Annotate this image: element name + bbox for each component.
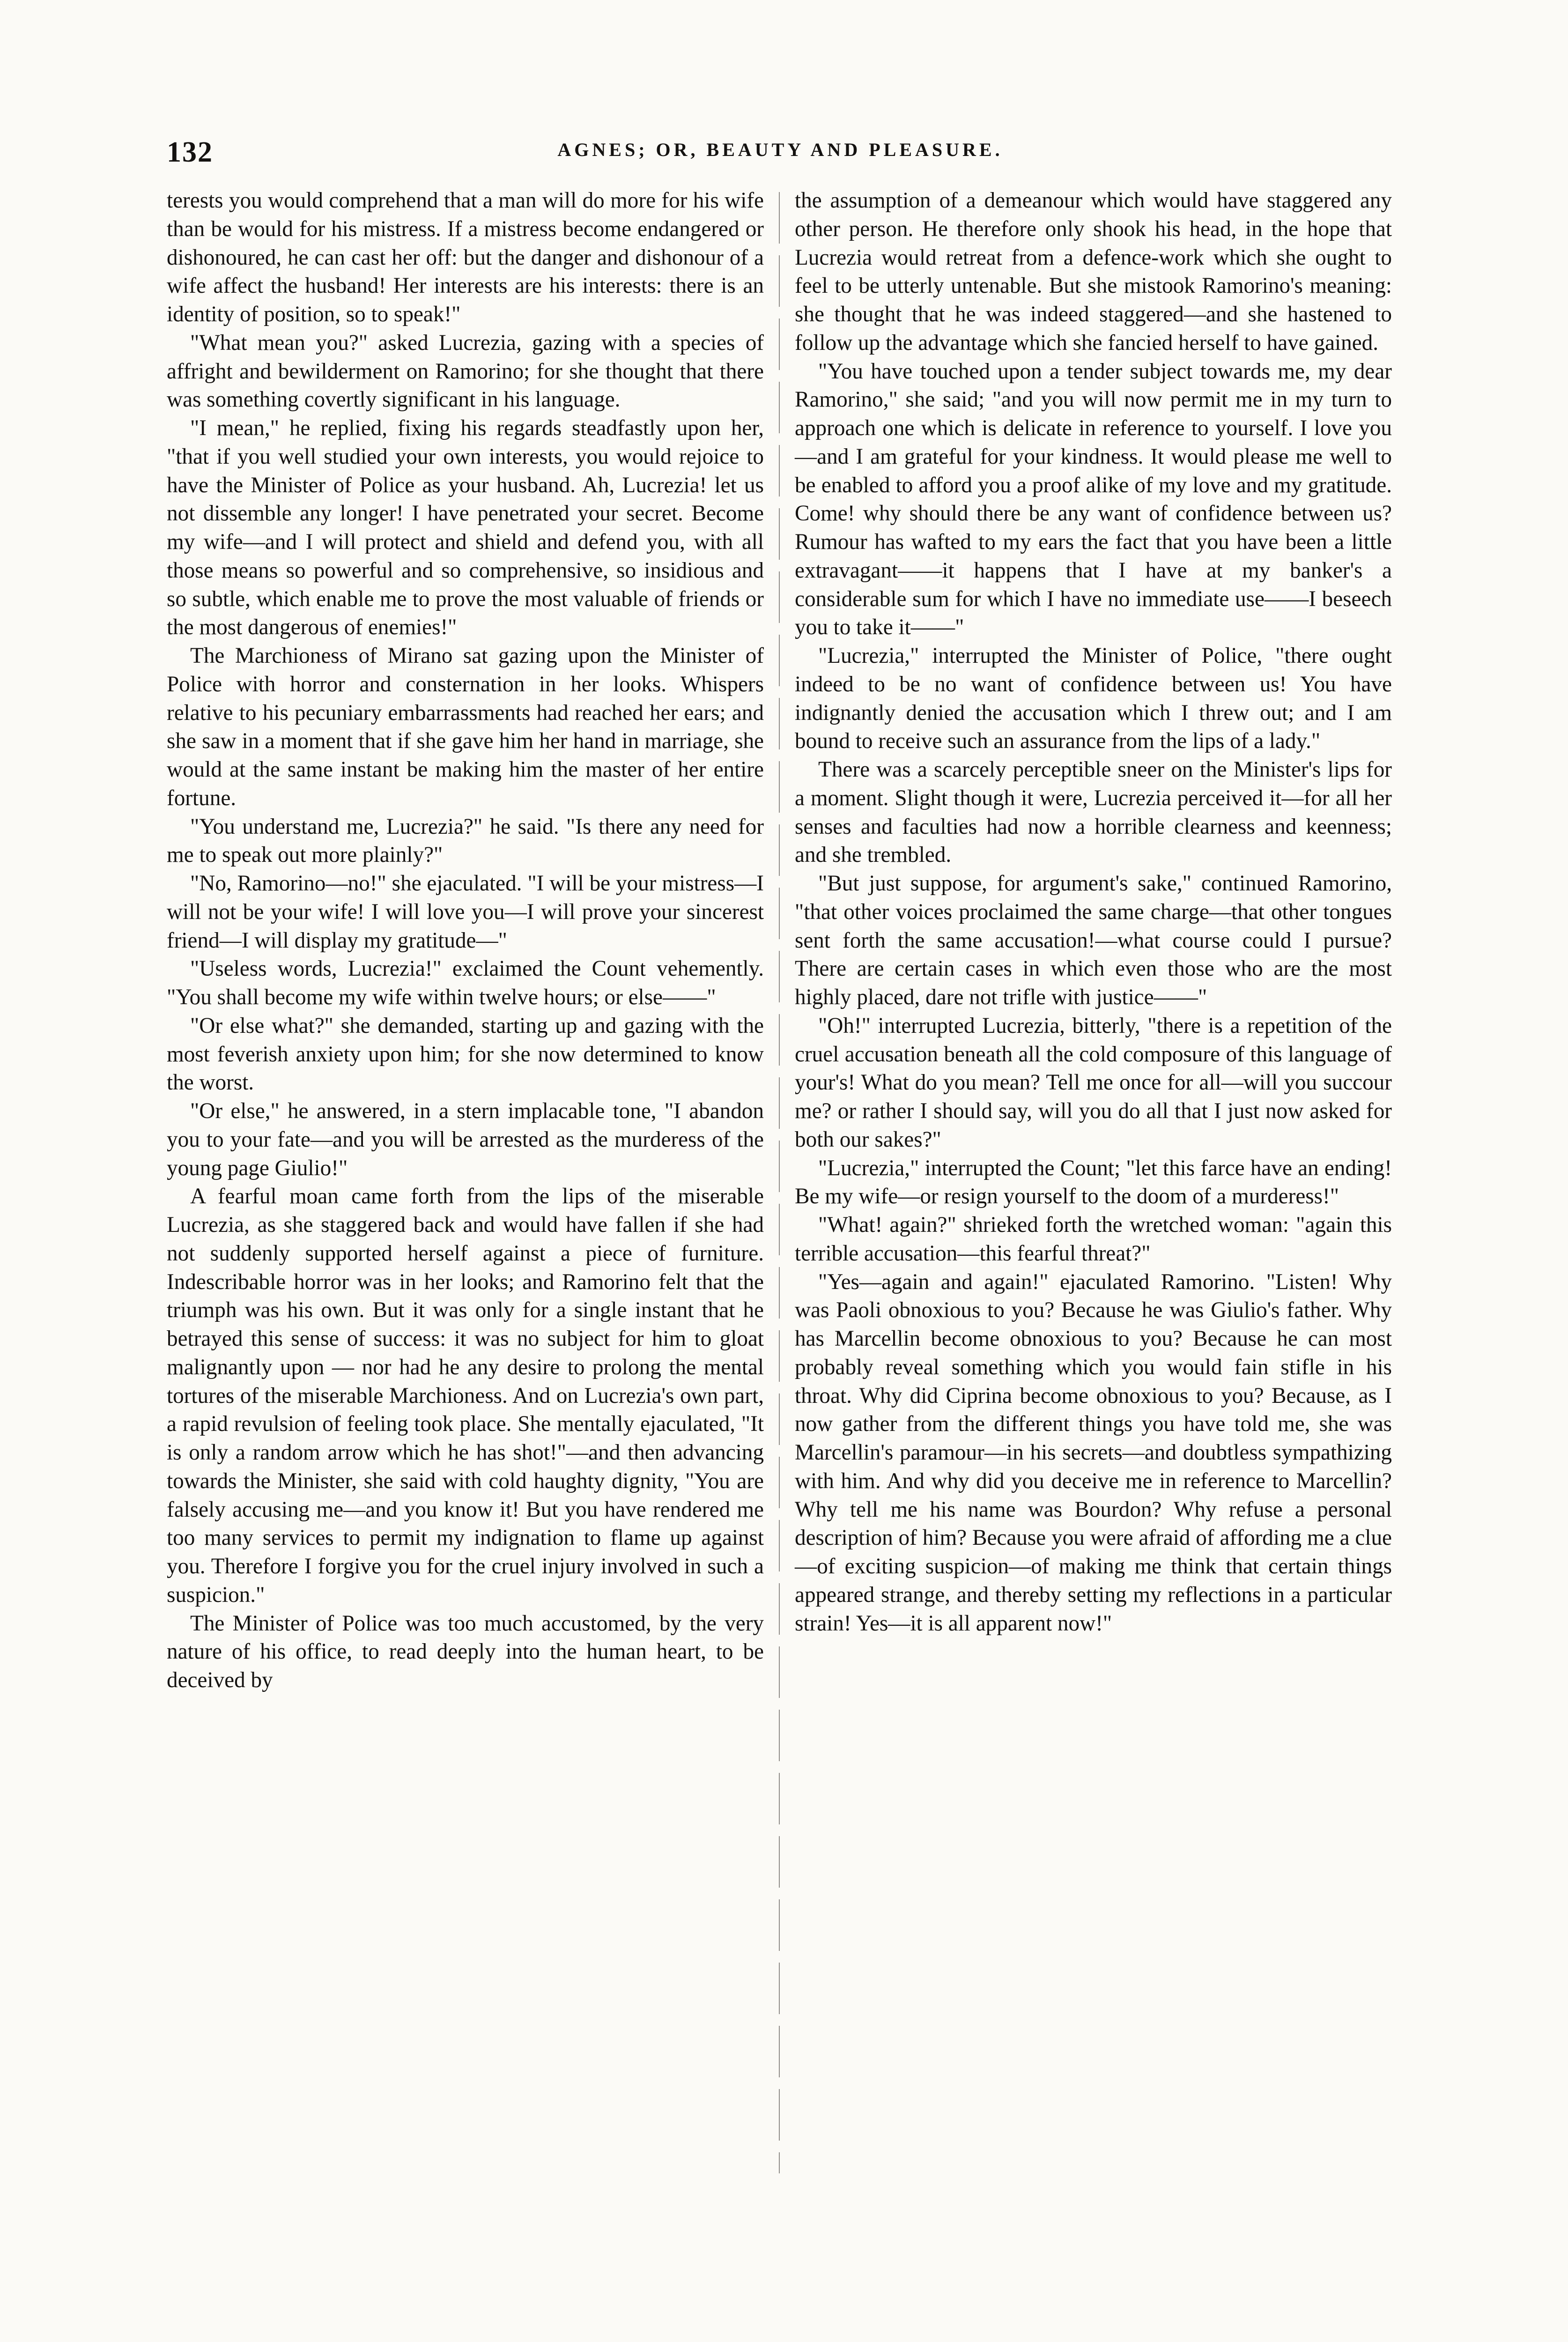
- paragraph: "Yes—again and again!" ejaculated Ramorino. "Listen! Why was Paoli obnoxious to you? Because he was Giulio's father. Why has Marcellin become obnoxious to you? Because he can most probably reveal something which you would fain stifle in his throat. Why did Ciprina become obnoxious to you? Because, as I now gather from the different things you have told me, she was Marcellin's paramour—in his secrets—and doubtless sympathizing with him. And why did you deceive me in reference to Marcellin? Why tell me his name was Bourdon? Why refuse a personal description of him? Because you were afraid of affording me a clue—of exciting suspicion—of making me think that certain things appeared strange, and thereby setting my reflections in a particular strain! Yes—it is all apparent now!": [795, 1269, 1392, 1636]
- paragraph: "Lucrezia," interrupted the Minister of Police, "there ought indeed to be no want of confidence between us! You have indignantly denied the accusation which I threw out; and I am bound to receive such an assurance from the lips of a lady.": [795, 644, 1392, 754]
- paragraph: terests you would comprehend that a man will do more for his wife than be would for his mistress. If a mistress become endangered or dishonoured, he can cast her off: but the danger and dishonour of a wife affect the husband! Her interests are his interests: there is an identity of position, so to speak!": [167, 188, 764, 326]
- paragraph: "Oh!" interrupted Lucrezia, bitterly, "there is a repetition of the cruel accusation beneath all the cold composure of this language of your's! What do you mean? Tell me once for all—will you succour me? or rather I should say, will you do all that I just now asked for both our sakes?": [795, 1013, 1392, 1152]
- paragraph: "You have touched upon a tender subject towards me, my dear Ramorino," she said; "and you will now permit me in my turn to approach one which is delicate in reference to yourself. I love you—and I am grateful for your kindness. It would please me well to be enabled to afford you a proof alike of my love and my gratitude. Come! why should there be any want of confidence between us? Rumour has wafted to my ears the fact that you have been a little extravagant——it happens that I have at my banker's a considerable sum for which I have no immediate use——I beseech you to take it——": [795, 359, 1392, 640]
- paragraph: "Or else," he answered, in a stern implacable tone, "I abandon you to your fate—and you will be arrested as the murderess of the young page Giulio!": [167, 1099, 764, 1180]
- page-number: 132: [167, 136, 213, 168]
- paragraph: "Useless words, Lucrezia!" exclaimed the Count vehemently. "You shall become my wife within twelve hours; or else——": [167, 956, 764, 1009]
- paragraph: A fearful moan came forth from the lips of the miserable Lucrezia, as she staggered back and would have fallen if she had not suddenly supported herself against a piece of furniture. Indescribable horror was in her looks; and Ramorino felt that the triumph was his own. But it was only for a single instant that he betrayed this sense of success: it was no subject for him to gloat malignantly upon — nor had he any desire to prolong the mental tortures of the miserable Marchioness. And on Lucrezia's own part, a rapid revulsion of feeling took place. She mentally ejaculated, "It is only a random arrow which he has shot!"—and then advancing towards the Minister, she said with cold haughty dignity, "You are falsely accusing me—and you know it! But you have rendered me too many services to permit my indignation to flame up against you. Therefore I forgive you for the cruel injury involved in such a suspicion.": [167, 1184, 764, 1607]
- page-header: [167, 136, 1394, 173]
- paragraph: "What mean you?" asked Lucrezia, gazing with a species of affright and bewilderment on Ramorino; for she thought that there was something covertly significant in his language.: [167, 330, 764, 412]
- paragraph: "Or else what?" she demanded, starting up and gazing with the most feverish anxiety upon him; for she now determined to know the worst.: [167, 1013, 764, 1095]
- running-title: AGNES; OR, BEAUTY AND PLEASURE.: [557, 139, 1003, 160]
- paragraph: "I mean," he replied, fixing his regards steadfastly upon her, "that if you well studied your own interests, you would rejoice to have the Minister of Police as your husband. Ah, Lucrezia! let us not dissemble any longer! I have penetrated your secret. Become my wife—and I will protect and shield and defend you, with all those means so powerful and so comprehensive, so insidious and so subtle, which enable me to prove the most valuable of friends or the most dangerous of enemies!": [167, 416, 764, 640]
- right-column: [795, 186, 1392, 1638]
- paragraph: There was a scarcely perceptible sneer on the Minister's lips for a moment. Slight though it were, Lucrezia perceived it—for all her senses and faculties had now a horrible clearness and keenness; and she trembled.: [795, 757, 1392, 867]
- column-divider: [779, 192, 780, 2173]
- paragraph: "What! again?" shrieked forth the wretched woman: "again this terrible accusation—this fearful threat?": [795, 1213, 1392, 1266]
- paragraph: The Minister of Police was too much accustomed, by the very nature of his office, to read deeply into the human heart, to be deceived by: [167, 1611, 764, 1692]
- paragraph: "But just suppose, for argument's sake," continued Ramorino, "that other voices proclaimed the same charge—that other tongues sent forth the same accusation!—what course could I pursue? There are certain cases in which even those who are the most highly placed, dare not trifle with justice——": [795, 871, 1392, 1009]
- paragraph: "No, Ramorino—no!" she ejaculated. "I will be your mistress—I will not be your wife! I will love you—I will prove your sincerest friend—I will display my gratitude—": [167, 871, 764, 953]
- paragraph: "Lucrezia," interrupted the Count; "let this farce have an ending! Be my wife—or resign yourself to the doom of a murderess!": [795, 1156, 1392, 1209]
- left-column: [167, 186, 764, 1695]
- paragraph: the assumption of a demeanour which would have staggered any other person. He therefore only shook his head, in the hope that Lucrezia would retreat from a defence-work which she ought to feel to be utterly untenable. But she mistook Ramorino's meaning: she thought that he was indeed staggered—and she hastened to follow up the advantage which she fancied herself to have gained.: [795, 188, 1392, 355]
- paragraph: The Marchioness of Mirano sat gazing upon the Minister of Police with horror and consternation in her looks. Whispers relative to his pecuniary embarrassments had reached her ears; and she saw in a moment that if she gave him her hand in marriage, she would at the same instant be making him the master of her entire fortune.: [167, 644, 764, 810]
- paragraph: "You understand me, Lucrezia?" he said. "Is there any need for me to speak out more plainly?": [167, 814, 764, 867]
